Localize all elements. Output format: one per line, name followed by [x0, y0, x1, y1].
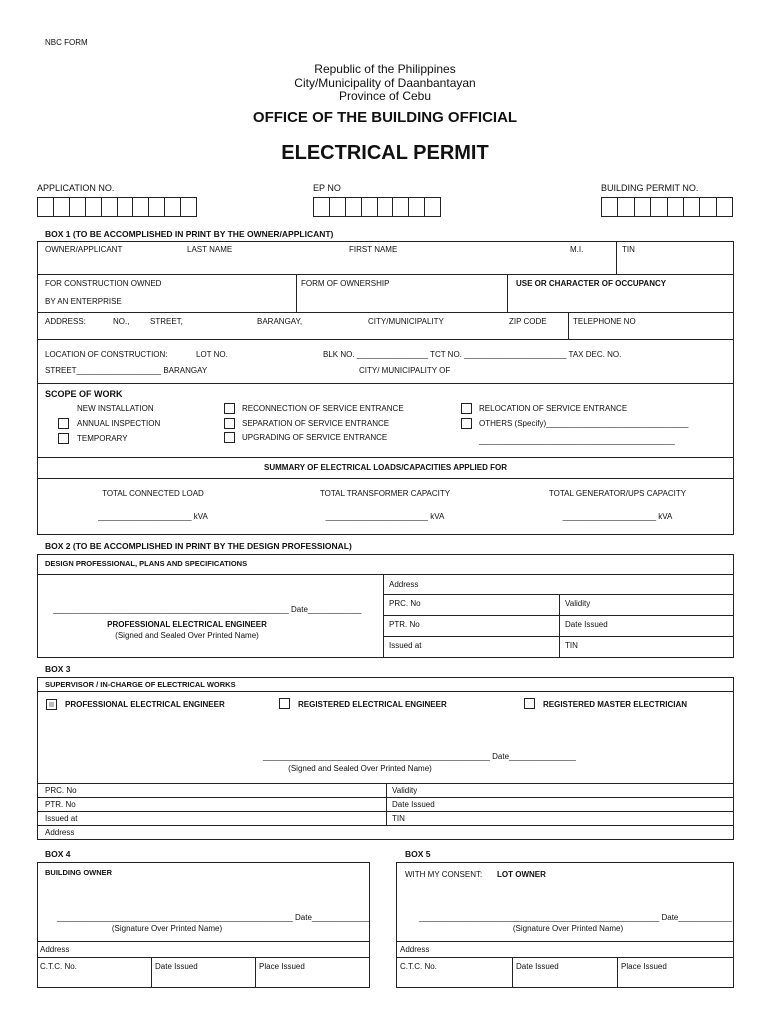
reconnection-checkbox[interactable] — [224, 403, 235, 414]
use-character-label: USE OR CHARACTER OF OCCUPANCY — [516, 279, 667, 288]
supervisor-signed-label: (Signed and Sealed Over Printed Name) — [288, 764, 432, 773]
transformer-kva: _______________________ kVA — [325, 512, 445, 521]
telephone-label: TELEPHONE NO — [573, 317, 636, 326]
owner-place-issued-label: Place Issued — [259, 962, 305, 971]
zip-code-label: ZIP CODE — [509, 317, 547, 326]
address-barangay-label: BARANGAY, — [257, 317, 303, 326]
owner-applicant-label: OWNER/APPLICANT — [45, 245, 123, 254]
scope-annual-inspection: ANNUAL INSPECTION — [77, 419, 161, 428]
ep-no-label: EP NO — [313, 183, 341, 193]
city-of-label: CITY/ MUNICIPALITY OF — [359, 366, 451, 375]
supervisor-ptr-label: PTR. No — [45, 800, 76, 809]
owner-ctc-label: C.T.C. No. — [40, 962, 77, 971]
total-connected-label: TOTAL CONNECTED LOAD — [102, 489, 204, 498]
lot-owner-signature-line: ______________________________________________________ Date____________ — [419, 913, 732, 922]
total-generator-label: TOTAL GENERATOR/UPS CAPACITY — [548, 489, 687, 498]
header-line2: City/Municipality of Daanbantayan — [294, 76, 476, 90]
location-label: LOCATION OF CONSTRUCTION: — [45, 350, 168, 359]
header-line1: Republic of the Philippines — [314, 62, 456, 76]
ree-label: REGISTERED ELECTRICAL ENGINEER — [298, 700, 447, 709]
scope-reconnection: RECONNECTION OF SERVICE ENTRANCE — [242, 404, 404, 413]
blk-tct-tax-line: BLK NO. ________________ TCT NO. _______________________ TAX DEC. NO. — [323, 350, 622, 359]
supervisor-date-issued-label: Date Issued — [392, 800, 435, 809]
scope-heading: SCOPE OF WORK — [45, 389, 123, 399]
lot-owner-address-label: Address — [400, 945, 430, 954]
scope-temporary: TEMPORARY — [77, 434, 128, 443]
design-issued-at-label: Issued at — [389, 641, 422, 650]
building-permit-no-cells[interactable] — [601, 197, 733, 217]
scope-others-line: ____________________________________________ — [479, 436, 675, 445]
design-validity-label: Validity — [565, 599, 591, 608]
design-signature-line: _____________________________________________________ Date____________ — [53, 605, 362, 614]
address-city-label: CITY/MUNICIPALITY — [368, 317, 444, 326]
pee-label: PROFESSIONAL ELECTRICAL ENGINEER — [65, 700, 225, 709]
rme-checkbox[interactable] — [524, 698, 535, 709]
building-owner-label: BUILDING OWNER — [45, 868, 113, 877]
page-title: ELECTRICAL PERMIT — [281, 142, 489, 164]
annual-inspection-checkbox[interactable] — [58, 418, 69, 429]
connected-kva: _____________________ kVA — [98, 512, 208, 521]
owner-signature-line: _____________________________________________________ Date_____________ — [57, 913, 370, 922]
form-of-ownership-label: FORM OF OWNERSHIP — [301, 279, 390, 288]
consent-label: WITH MY CONSENT: — [405, 870, 483, 879]
design-engineer-label: PROFESSIONAL ELECTRICAL ENGINEER — [107, 620, 267, 629]
box4-heading: BOX 4 — [45, 849, 71, 859]
owner-date-issued-label: Date Issued — [155, 962, 198, 971]
design-date-issued-label: Date Issued — [565, 620, 608, 629]
temporary-checkbox[interactable] — [58, 433, 69, 444]
owner-address-label: Address — [40, 945, 70, 954]
box1-heading: BOX 1 (TO BE ACCOMPLISHED IN PRINT BY THE OWNER/APPLICANT) — [45, 229, 334, 239]
tin-label: TIN — [622, 245, 635, 254]
rme-label: REGISTERED MASTER ELECTRICIAN — [543, 700, 688, 709]
upgrading-checkbox[interactable] — [224, 432, 235, 443]
box3-heading: BOX 3 — [45, 664, 71, 674]
ep-no-cells[interactable] — [313, 197, 441, 217]
separation-checkbox[interactable] — [224, 418, 235, 429]
scope-others: OTHERS (Specify)________________________________ — [479, 419, 689, 428]
supervisor-signature-line: ___________________________________________________ Date_______________ — [263, 752, 576, 761]
application-no-label: APPLICATION NO. — [37, 183, 115, 193]
scope-separation: SEPARATION OF SERVICE ENTRANCE — [242, 419, 390, 428]
design-signed-label: (Signed and Sealed Over Printed Name) — [115, 631, 259, 640]
building-permit-no-label: BUILDING PERMIT NO. — [601, 183, 699, 193]
ree-checkbox[interactable] — [279, 698, 290, 709]
street-barangay-line: STREET___________________ BARANGAY — [45, 366, 208, 375]
pee-checkbox[interactable] — [46, 699, 57, 710]
owner-signature-label: (Signature Over Printed Name) — [111, 924, 223, 933]
design-prc-label: PRC. No — [389, 599, 421, 608]
box5-heading: BOX 5 — [405, 849, 431, 859]
design-heading: DESIGN PROFESSIONAL, PLANS AND SPECIFICATIONS — [45, 559, 248, 568]
lot-owner-label: LOT OWNER — [497, 870, 546, 879]
summary-heading: SUMMARY OF ELECTRICAL LOADS/CAPACITIES APPLIED FOR — [264, 463, 507, 472]
design-ptr-label: PTR. No — [389, 620, 420, 629]
supervisor-heading: SUPERVISOR / IN-CHARGE OF ELECTRICAL WORKS — [45, 680, 236, 689]
supervisor-tin-label: TIN — [392, 814, 405, 823]
construction-owned-label: FOR CONSTRUCTION OWNED — [45, 279, 162, 288]
generator-kva: _____________________ kVA — [562, 512, 673, 521]
office-title: OFFICE OF THE BUILDING OFFICIAL — [252, 109, 518, 126]
application-no-cells[interactable] — [37, 197, 197, 217]
supervisor-prc-label: PRC. No — [45, 786, 77, 795]
lot-owner-ctc-label: C.T.C. No. — [400, 962, 437, 971]
enterprise-label: BY AN ENTERPRISE — [45, 297, 122, 306]
lot-owner-place-issued-label: Place Issued — [621, 962, 667, 971]
header-line3: Province of Cebu — [338, 89, 432, 103]
last-name-label: LAST NAME — [187, 245, 233, 254]
lot-owner-date-issued-label: Date Issued — [516, 962, 559, 971]
scope-upgrading: UPGRADING OF SERVICE ENTRANCE — [242, 433, 388, 442]
design-address-label: Address — [389, 580, 419, 589]
design-tin-label: TIN — [565, 641, 578, 650]
supervisor-address-label: Address — [45, 828, 75, 837]
address-label: ADDRESS: — [45, 317, 86, 326]
scope-new-installation: NEW INSTALLATION — [77, 404, 154, 413]
lot-no-label: LOT NO. — [196, 350, 228, 359]
relocation-checkbox[interactable] — [461, 403, 472, 414]
box2-heading: BOX 2 (TO BE ACCOMPLISHED IN PRINT BY THE DESIGN PROFESSIONAL) — [45, 541, 352, 551]
scope-relocation: RELOCATION OF SERVICE ENTRANCE — [479, 404, 628, 413]
lot-owner-signature-label: (Signature Over Printed Name) — [512, 924, 624, 933]
first-name-label: FIRST NAME — [349, 245, 398, 254]
supervisor-validity-label: Validity — [392, 786, 418, 795]
mi-label: M.I. — [570, 245, 584, 254]
address-street-label: STREET, — [150, 317, 183, 326]
form-code: NBC FORM — [45, 38, 88, 47]
total-transformer-label: TOTAL TRANSFORMER CAPACITY — [319, 489, 451, 498]
others-checkbox[interactable] — [461, 418, 472, 429]
address-no-label: NO., — [113, 317, 130, 326]
supervisor-issued-at-label: Issued at — [45, 814, 78, 823]
